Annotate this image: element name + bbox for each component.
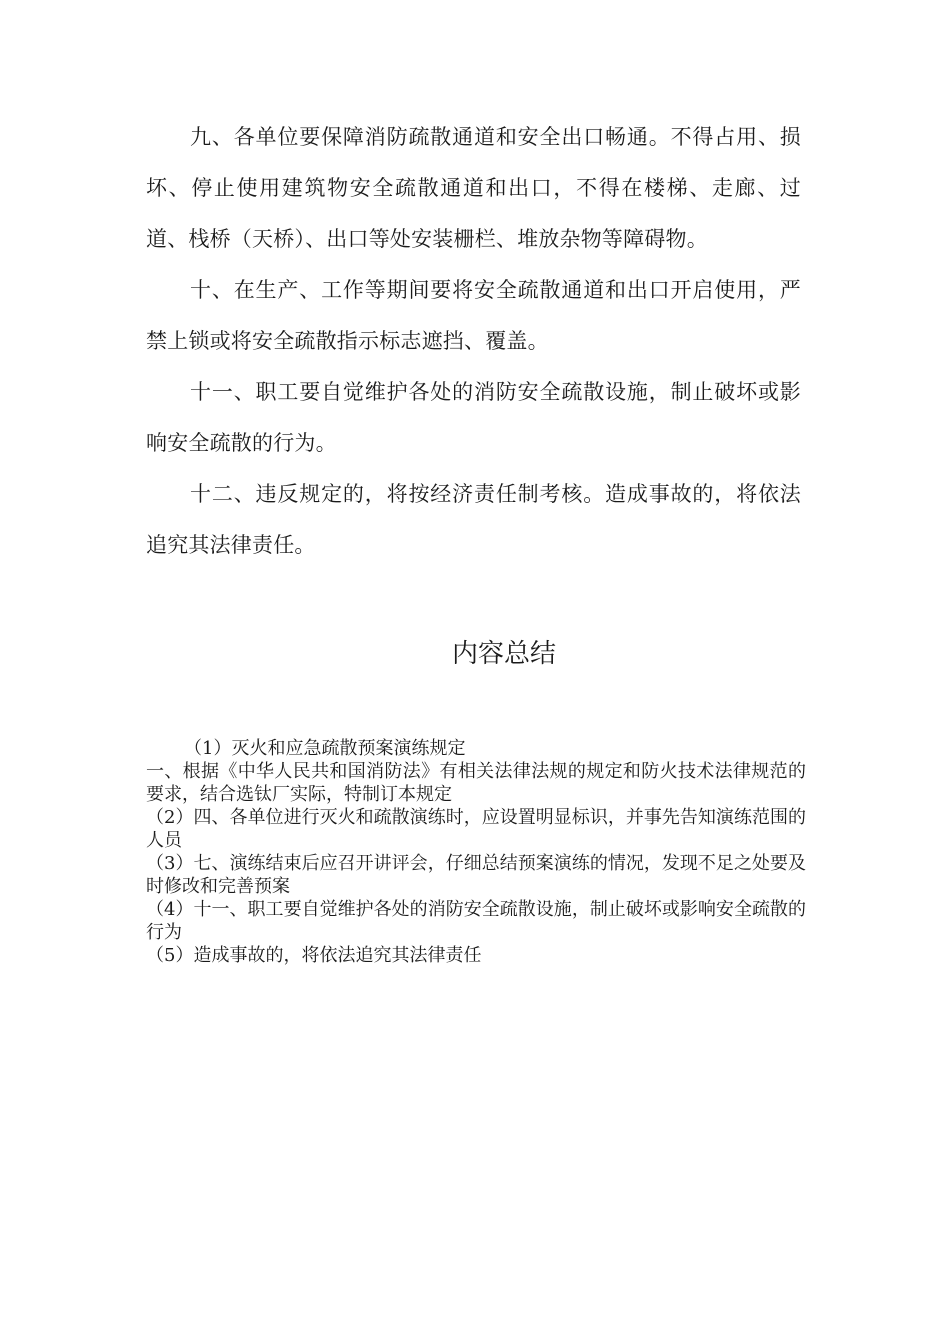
- summary-heading: （1）灭火和应急疏散预案演练规定: [184, 738, 466, 759]
- summary-item: 一、根据《中华人民共和国消防法》有相关法律法规的规定和防火技术法律规范的要求，结合选钛厂实际，特制订本规定: [146, 761, 806, 805]
- paragraph-ten: 十、在生产、工作等期间要将安全疏散通道和出口开启使用，严禁上锁或将安全疏散指示标志遮挡、覆盖。: [146, 278, 801, 353]
- paragraph-twelve: 十二、违反规定的，将按经济责任制考核。造成事故的，将依法追究其法律责任。: [146, 482, 801, 557]
- summary-item: （5）造成事故的，将依法追究其法律责任: [146, 945, 482, 966]
- summary-title: 内容总结: [451, 639, 556, 669]
- summary-item: （2）四、各单位进行灭火和疏散演练时，应设置明显标识，并事先告知演练范围的人员: [146, 807, 806, 851]
- summary-item: （3）七、演练结束后应召开讲评会，仔细总结预案演练的情况，发现不足之处要及时修改和完善预案: [146, 853, 806, 897]
- summary-section: [146, 737, 806, 967]
- paragraph-nine: 九、各单位要保障消防疏散通道和安全出口畅通。不得占用、损坏、停止使用建筑物安全疏散通道和出口，不得在楼梯、走廊、过道、栈桥（天桥）、出口等处安装栅栏、堆放杂物等障碍物。: [146, 125, 801, 251]
- body-text: [146, 112, 801, 571]
- paragraph-eleven: 十一、职工要自觉维护各处的消防安全疏散设施，制止破坏或影响安全疏散的行为。: [146, 380, 801, 455]
- summary-item: （4）十一、职工要自觉维护各处的消防安全疏散设施，制止破坏或影响安全疏散的行为: [146, 899, 806, 943]
